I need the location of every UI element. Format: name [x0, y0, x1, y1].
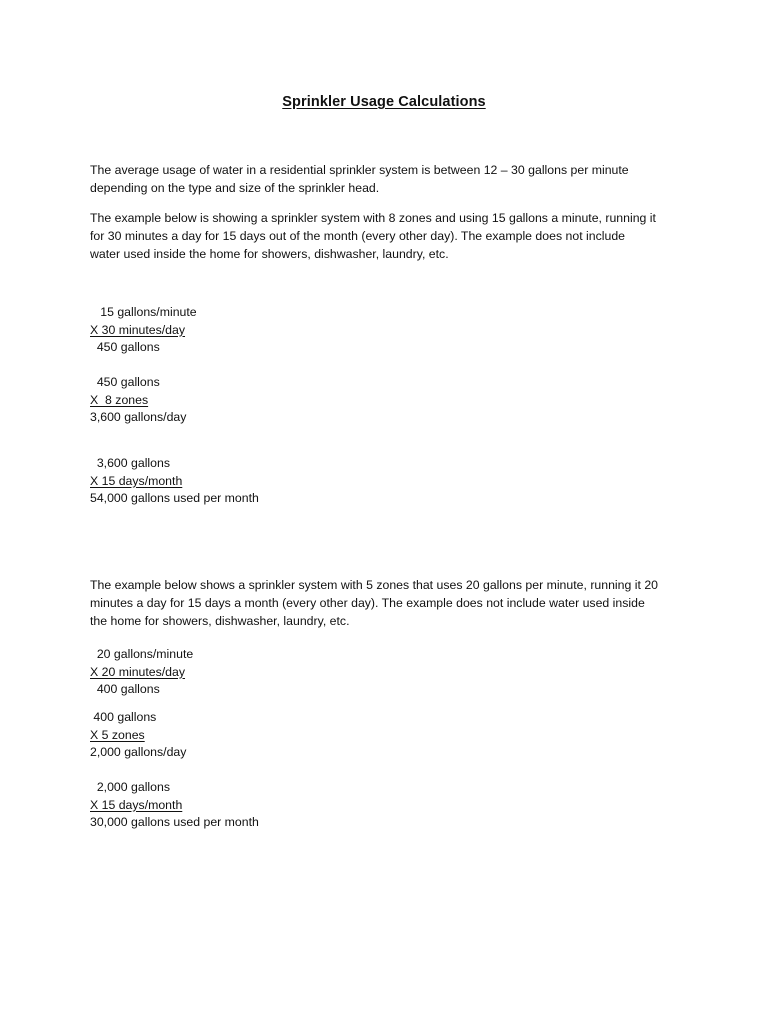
example1-calc-per-day: [90, 374, 186, 427]
intro-paragraph: [90, 161, 690, 197]
calc-multiplier: X 15 days/month: [90, 473, 183, 488]
intro-line: depending on the type and size of the sprinkler head.: [90, 181, 380, 195]
calc-result: 450 gallons: [90, 340, 160, 354]
example1-calc-per-zone: [90, 304, 197, 357]
document-title: Sprinkler Usage Calculations: [282, 94, 486, 110]
example1-description: [90, 209, 690, 263]
example2-calc-per-month: [90, 779, 259, 832]
calc-multiplier: X 8 zones: [90, 392, 149, 407]
calc-operand: 2,000 gallons: [90, 780, 170, 794]
calc-multiplier: X 30 minutes/day: [90, 322, 186, 337]
calc-multiplier: X 5 zones: [90, 727, 145, 742]
calc-result: 30,000 gallons used per month: [90, 815, 259, 829]
example2-calc-per-zone: [90, 646, 193, 699]
example2-description: [90, 576, 690, 630]
calc-result: 2,000 gallons/day: [90, 745, 187, 759]
example1-description-line: for 30 minutes a day for 15 days out of the month (every other day). The example does not include: [90, 229, 625, 243]
example1-description-line: water used inside the home for showers, dishwasher, laundry, etc.: [90, 247, 449, 261]
calc-result: 3,600 gallons/day: [90, 410, 187, 424]
example2-description-line: The example below shows a sprinkler system with 5 zones that uses 20 gallons per minute, running it 20: [90, 578, 658, 592]
calc-operand: 15 gallons/minute: [90, 305, 197, 319]
calc-operand: 20 gallons/minute: [90, 647, 194, 661]
intro-line: The average usage of water in a residential sprinkler system is between 12 – 30 gallons per minute: [90, 163, 629, 177]
example2-description-line: the home for showers, dishwasher, laundry, etc.: [90, 614, 350, 628]
calc-result: 400 gallons: [90, 682, 160, 696]
calc-multiplier: X 20 minutes/day: [90, 664, 186, 679]
calc-result: 54,000 gallons used per month: [90, 491, 259, 505]
calc-operand: 3,600 gallons: [90, 456, 170, 470]
example2-calc-per-day: [90, 709, 186, 762]
example1-calc-per-month: [90, 455, 259, 508]
calc-operand: 450 gallons: [90, 375, 160, 389]
calc-multiplier: X 15 days/month: [90, 797, 183, 812]
example2-description-line: minutes a day for 15 days a month (every other day). The example does not include water used inside: [90, 596, 645, 610]
calc-operand: 400 gallons: [90, 710, 157, 724]
example1-description-line: The example below is showing a sprinkler system with 8 zones and using 15 gallons a minute, running it: [90, 211, 656, 225]
